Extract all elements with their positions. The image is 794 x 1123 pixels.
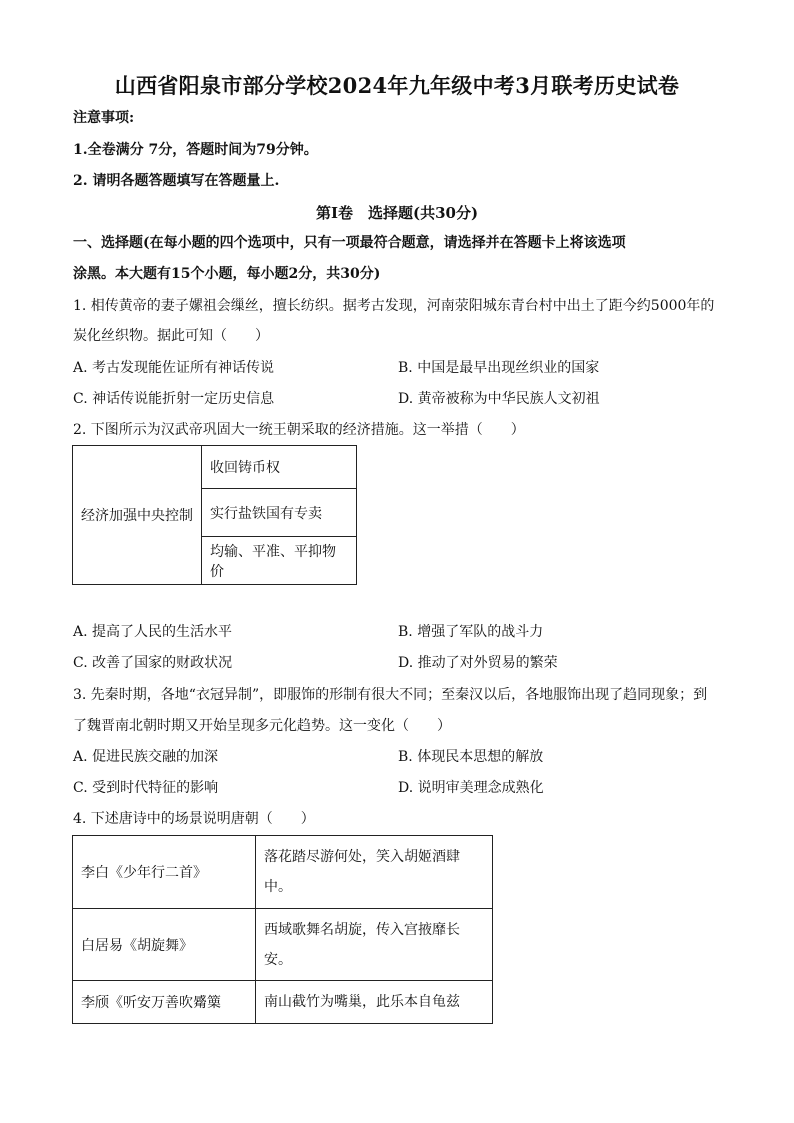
notice-item-2: 2. 请明各题答题填写在答题量上. (73, 173, 280, 189)
q3-stem-line1: 3. 先秦时期，各地“衣冠异制”，即服饰的形制有很大不同；至秦汉以后，各地服饰出现了趋同现象；到 (73, 687, 708, 703)
notice-heading: 注意事项: (73, 110, 135, 126)
q4-poem-title: 李颀《听安万善吹觱篥 (73, 981, 256, 1024)
q4-poem-text-line: 落花踏尽游何处，笑入胡姬酒肆 (264, 849, 460, 865)
page-title: 山西省阳泉市部分学校2024年九年级中考3月联考历史试卷 (114, 73, 680, 98)
q2-option-c: C. 改善了国家的财政状况 (73, 655, 233, 671)
q2-table (72, 445, 357, 585)
q2-option-d: D. 推动了对外贸易的繁荣 (398, 655, 558, 671)
q4-poem-text-line: 南山截竹为嘴巢，此乐本自龟兹 (264, 994, 460, 1010)
q1-option-b: B. 中国是最早出现丝织业的国家 (398, 360, 600, 376)
q1-stem-line2: 炭化丝织物。据此可知（ ） (73, 328, 269, 344)
section-heading: 第Ⅰ卷 选择题(共30分) (315, 204, 479, 222)
q2-table-left-cell: 经济加强中央控制 (73, 446, 202, 585)
q4-poem-text-line: 中。 (264, 879, 292, 895)
q2-option-a: A. 提高了人民的生活水平 (73, 624, 233, 640)
q1-option-a: A. 考古发现能佐证所有神话传说 (73, 360, 275, 376)
q1-option-d: D. 黄帝被称为中华民族人文初祖 (398, 391, 600, 407)
section-instruction-1: 一、选择题(在每小题的四个选项中，只有一项最符合题意，请选择并在答题卡上将该选项 (73, 235, 626, 251)
section-instruction-2: 涂黑。本大题有15个小题，每小题2分，共30分) (73, 266, 381, 282)
q1-option-c: C. 神话传说能折射一定历史信息 (73, 391, 275, 407)
q3-option-d: D. 说明审美理念成熟化 (398, 780, 544, 796)
q4-poem-text (256, 981, 493, 1024)
notice-item-1: 1.全卷满分 7分，答题时间为79分钟。 (73, 142, 318, 158)
q4-table (72, 835, 493, 1024)
q3-option-b: B. 体现民本思想的解放 (398, 749, 544, 765)
q2-table-cell: 收回铸币权 (202, 446, 357, 489)
q2-option-b: B. 增强了军队的战斗力 (398, 624, 544, 640)
q3-stem-line2: 了魏晋南北朝时期又开始呈现多元化趋势。这一变化（ ） (73, 718, 451, 734)
q4-poem-text (256, 909, 493, 981)
q2-table-cell: 实行盐铁国有专卖 (202, 489, 357, 537)
q3-option-a: A. 促进民族交融的加深 (73, 749, 219, 765)
q1-stem-line1: 1. 相传黄帝的妻子嫘祖会缫丝，擅长纺织。据考古发现，河南荥阳城东青台村中出土了距今约5000年的 (73, 298, 715, 314)
q2-table-cell: 均输、平准、平抑物价 (202, 537, 357, 585)
q4-poem-text (256, 836, 493, 909)
q4-stem: 4. 下述唐诗中的场景说明唐朝（ ） (73, 811, 315, 827)
q4-poem-title: 李白《少年行二首》 (73, 836, 256, 909)
q4-poem-text-line: 西域歌舞名胡旋，传入宫掖靡长 (264, 921, 460, 938)
q2-stem: 2. 下图所示为汉武帝巩固大一统王朝采取的经济措施。这一举措（ ） (73, 422, 525, 438)
q3-option-c: C. 受到时代特征的影响 (73, 780, 219, 796)
q4-poem-text-line: 安。 (264, 951, 292, 968)
q4-poem-title: 白居易《胡旋舞》 (73, 909, 256, 981)
